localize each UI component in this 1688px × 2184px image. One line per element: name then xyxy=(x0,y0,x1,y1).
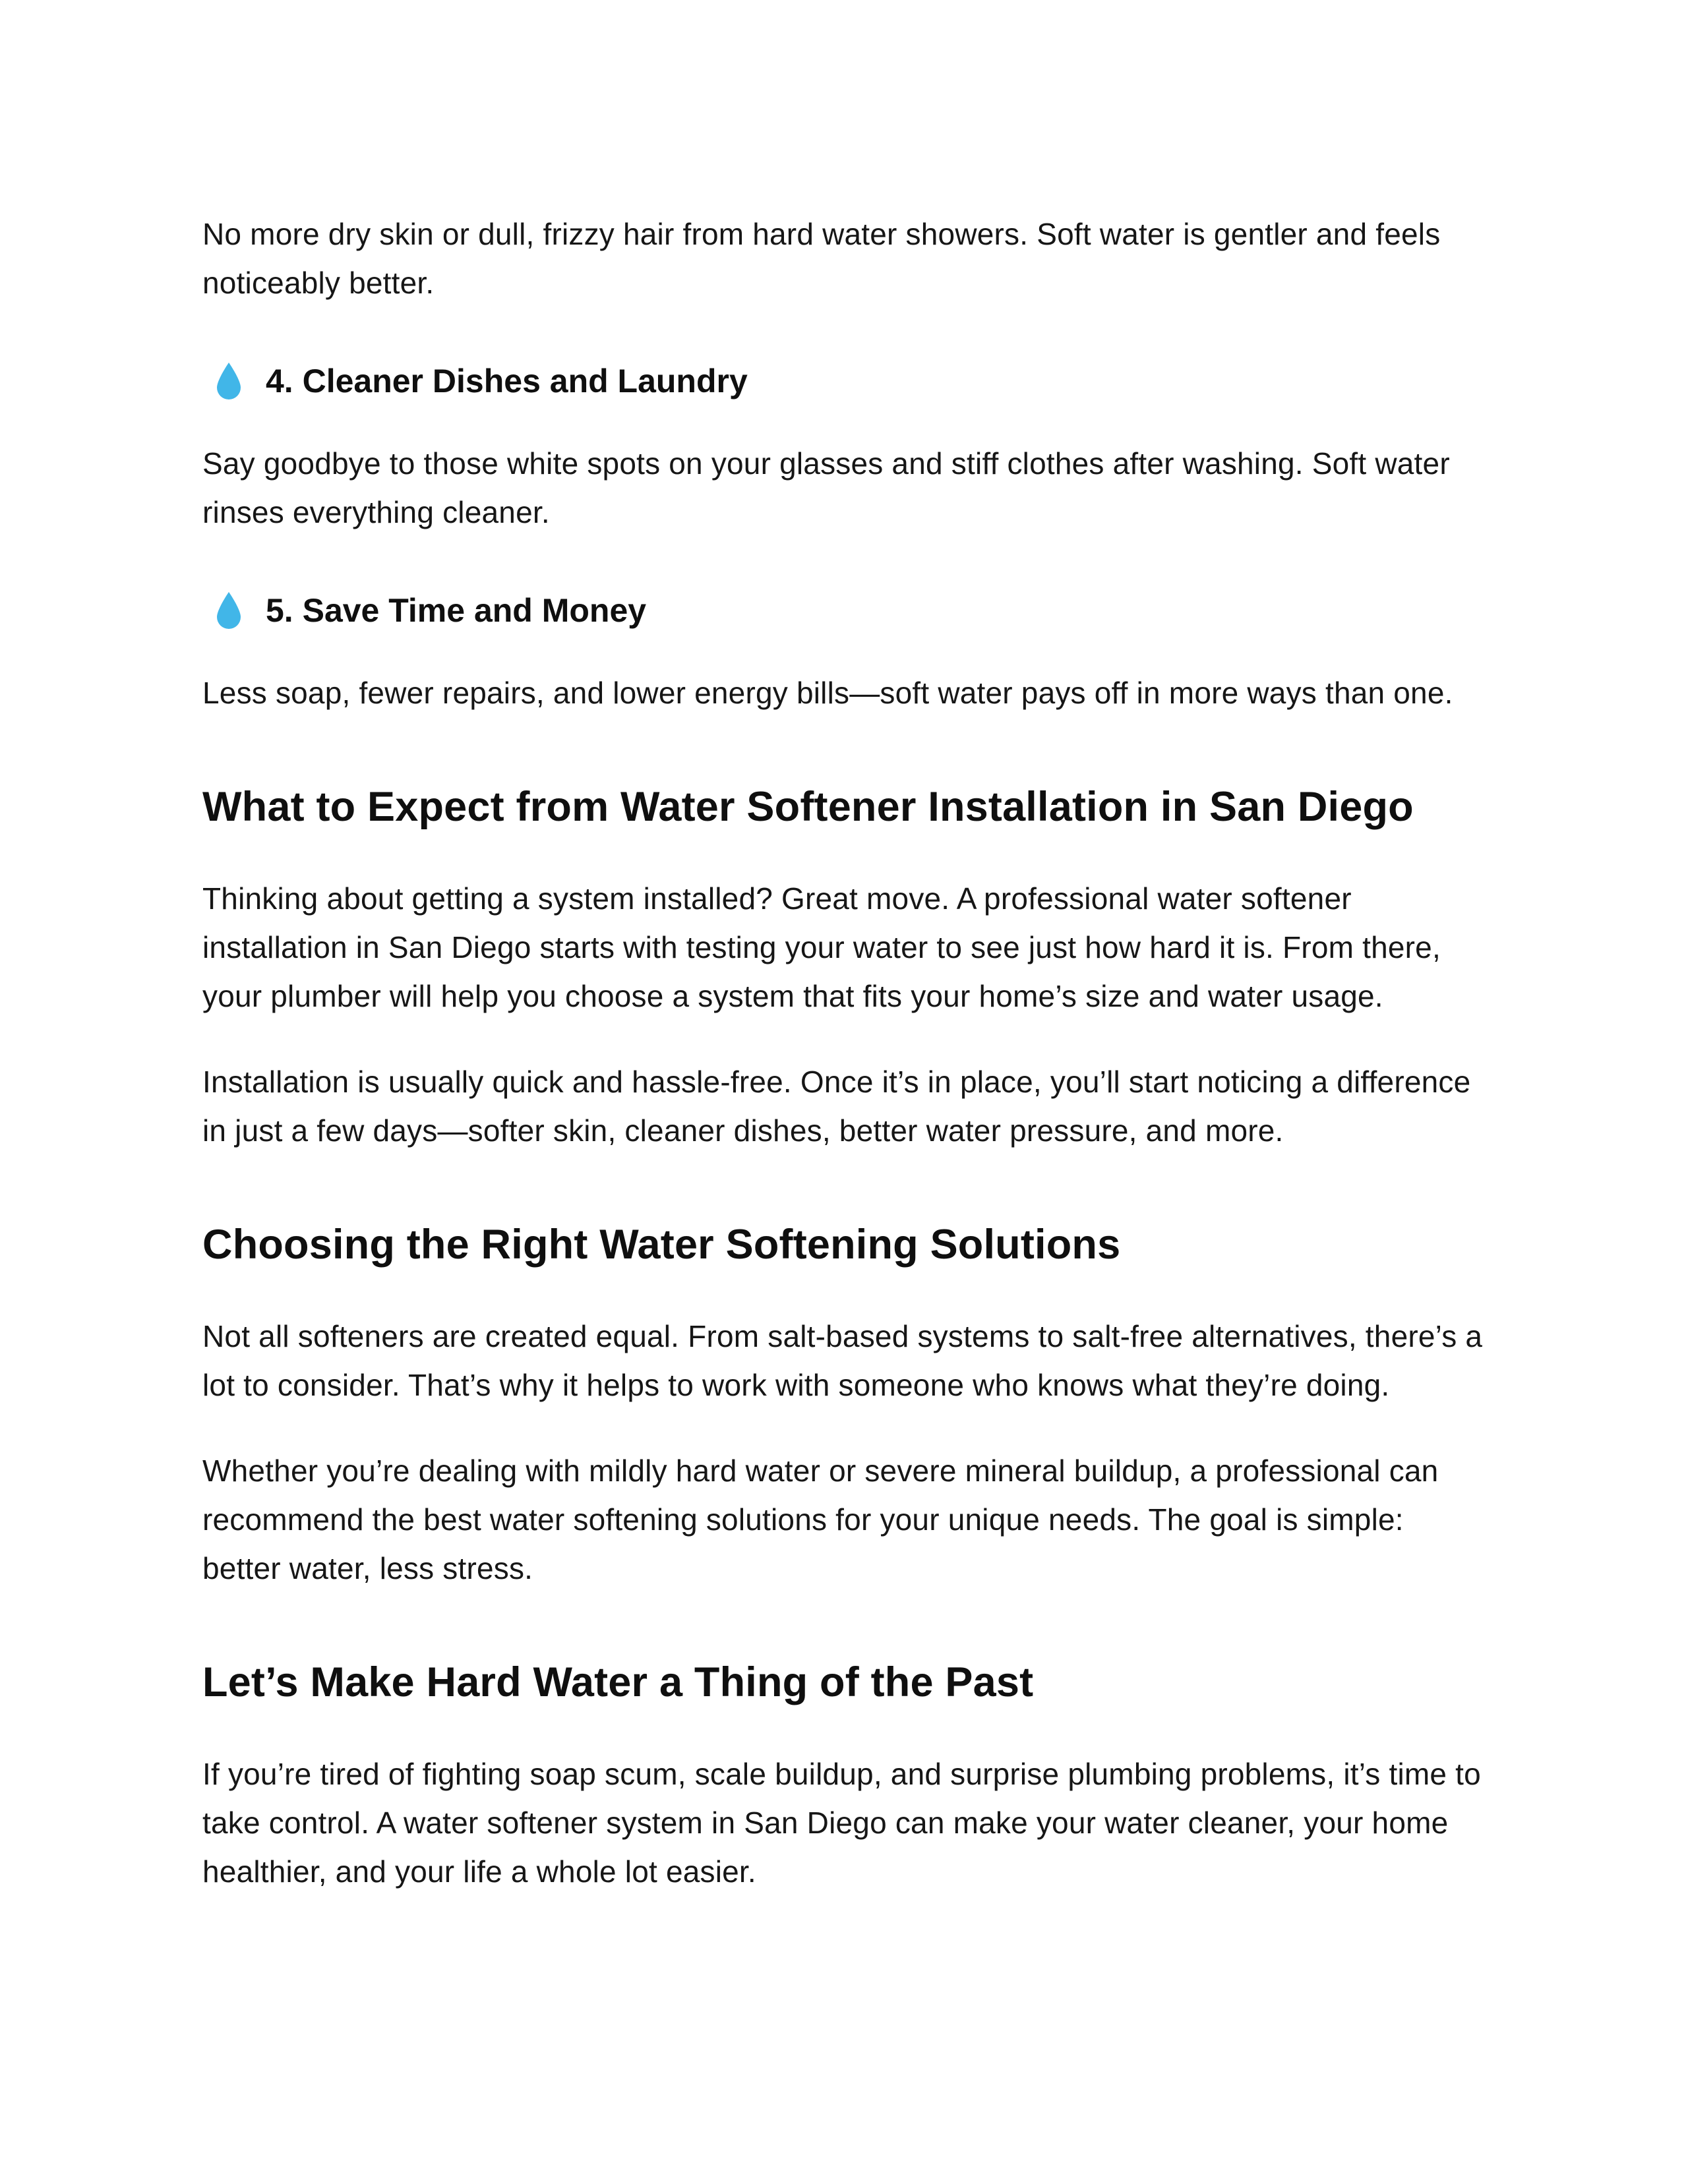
section-paragraph: Thinking about getting a system installed? Great move. A professional water softener installation in San Diego starts with testing your water to see just how hard it is. From there, your plumber will help you choose a system that fits your home’s size and water usage. xyxy=(202,881,1441,1013)
intro-paragraph: No more dry skin or dull, frizzy hair from hard water showers. Soft water is gentler and feels noticeably better. xyxy=(202,217,1441,300)
water-drop-icon xyxy=(214,591,243,630)
section-paragraph: Installation is usually quick and hassle-free. Once it’s in place, you’ll start noticing a difference in just a few days—softer skin, cleaner dishes, better water pressure, and more. xyxy=(202,1065,1471,1148)
benefit-title: 5. Save Time and Money xyxy=(266,592,647,629)
benefit-heading-4 xyxy=(202,360,1490,402)
section-paragraph: If you’re tired of fighting soap scum, scale buildup, and surprise plumbing problems, it’s time to take control. A water softener system in San Diego can make your water cleaner, your home healthier, and your life a whole lot easier. xyxy=(202,1757,1481,1889)
water-drop-icon xyxy=(214,361,243,401)
section-heading-installation: What to Expect from Water Softener Installation in San Diego xyxy=(202,784,1414,830)
section-heading-solutions: Choosing the Right Water Softening Solutions xyxy=(202,1222,1121,1268)
benefit-heading-5 xyxy=(202,589,1490,632)
benefit-paragraph: Less soap, fewer repairs, and lower energy bills—soft water pays off in more ways than one. xyxy=(202,676,1453,710)
section-heading-cta: Let’s Make Hard Water a Thing of the Past xyxy=(202,1659,1034,1705)
section-paragraph: Whether you’re dealing with mildly hard water or severe mineral buildup, a professional can recommend the best water softening solutions for your unique needs. The goal is simple: better water, less stress. xyxy=(202,1454,1439,1585)
benefit-title: 4. Cleaner Dishes and Laundry xyxy=(266,363,748,399)
section-paragraph: Not all softeners are created equal. From salt-based systems to salt-free alternatives, there’s a lot to consider. That’s why it helps to work with someone who knows what they’re doing. xyxy=(202,1319,1483,1402)
benefit-paragraph: Say goodbye to those white spots on your glasses and stiff clothes after washing. Soft water rinses everything cleaner. xyxy=(202,446,1450,529)
